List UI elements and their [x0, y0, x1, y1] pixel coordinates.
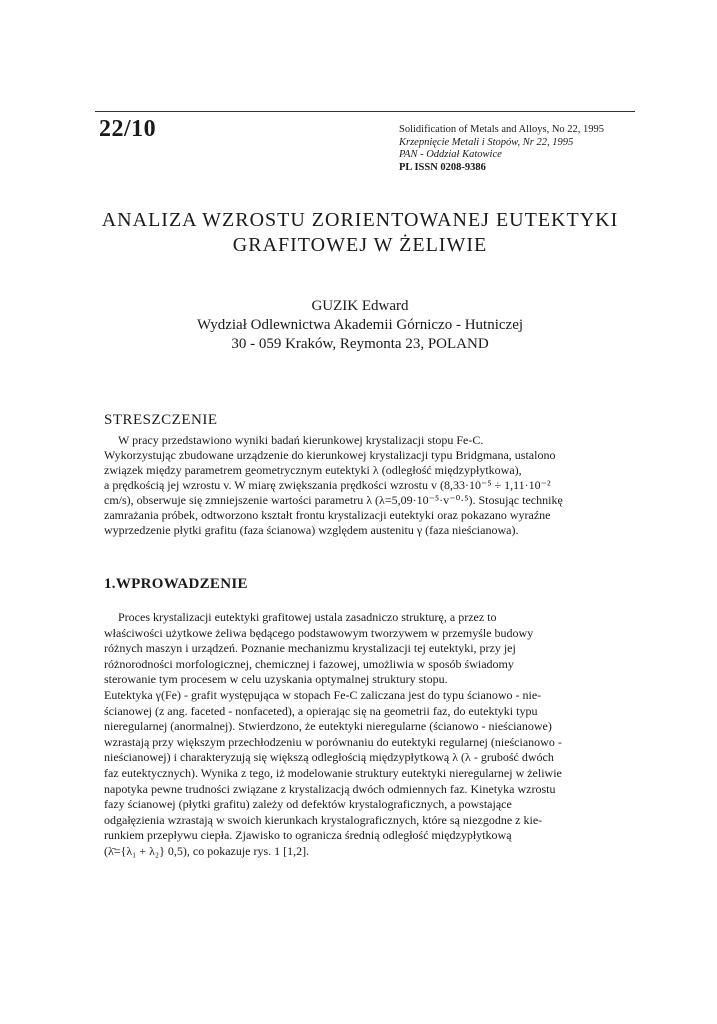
body-line: napotyka pewne trudności związane z krystalizacją dwóch odmiennych faz. Kinetyka wzrostu: [104, 781, 556, 796]
abstract-line: W pracy przedstawiono wyniki badań kierunkowej krystalizacji stopu Fe-C.: [118, 433, 484, 447]
title-line: ANALIZA WZROSTU ZORIENTOWANEJ EUTEKTYKI: [101, 209, 619, 231]
body-line: wzrastają przy większym przechłodzeniu w porównaniu do eutektyki regularnej (nieścianowo -: [104, 734, 562, 749]
abstract-body: [104, 433, 624, 538]
author-address: 30 - 059 Kraków, Reymonta 23, POLAND: [231, 336, 489, 352]
author-affiliation: Wydział Odlewnictwa Akademii Górniczo - Hutniczej: [196, 317, 524, 333]
issue-number: 22/10: [99, 116, 157, 142]
abstract-line: Wykorzystując zbudowane urządzenie do kierunkowej krystalizacji typu Bridgmana, ustalono: [104, 448, 556, 462]
abstract-line: związek między parametrem geometrycznym eutektyki λ (odległość międzypłytkowa),: [104, 463, 522, 477]
abstract-line: zamrażania próbek, odtworzono kształt frontu krystalizacji eutektyki oraz pokazano wyraźne: [104, 508, 551, 522]
abstract-heading: STRESZCZENIE: [104, 412, 218, 428]
paper-title: [60, 208, 660, 258]
body-line: runkiem przepływu ciepła. Zjawisko to ogranicza średnią odległość międzypłytkową: [104, 828, 512, 843]
title-line: GRAFITOWEJ W ŻELIWIE: [232, 234, 488, 256]
header-rule: [95, 111, 635, 112]
meta-line: PL ISSN 0208-9386: [399, 161, 486, 173]
abstract-line: cm/s), obserwuje się zmniejszenie wartości parametru λ (λ=5,09·10⁻⁵·v⁻⁰·⁵). Stosując technikę: [104, 493, 563, 507]
body-line: różnych maszyn i urządzeń. Poznanie mechanizmu krystalizacji tej eutektyki, przy jej: [104, 641, 516, 656]
body-line: właściwości użytkowe żeliwa będącego podstawowym tworzywem w przemyśle budowy: [104, 625, 534, 640]
body-line: sterowanie tym procesem w celu uzyskania optymalnej struktury stopu.: [104, 672, 448, 687]
body-line: nieregularnej (anormalnej). Stwierdzono, że eutektyki nieregularne (ścianowo - nieścianowe): [104, 719, 552, 734]
abstract-line: wyprzedzenie płytki grafitu (faza ścianowa) względem austenitu γ (faza nieścianowa).: [104, 523, 519, 537]
body-line: odgałęzienia wzrastają w swoich kierunkach krystalograficznych, które są niezgodne z kie-: [104, 812, 543, 827]
meta-line: Solidification of Metals and Alloys, No 22, 1995: [399, 124, 605, 135]
meta-line: Krzepnięcie Metali i Stopów, Nr 22, 1995: [399, 136, 574, 148]
author-block: [60, 297, 660, 354]
body-line: faz eutektycznych). Wynika z tego, iż modelowanie struktury eutektyki nieregularnej w żeliwie: [104, 765, 562, 780]
body-line: Eutektyka γ(Fe) - grafit występująca w stopach Fe-C zaliczana jest do typu ścianowo - nie-: [104, 687, 542, 702]
journal-meta: [399, 124, 604, 174]
body-line: (λ̄={λ₁ + λ₂} 0,5), co pokazuje rys. 1 [1,2].: [104, 843, 310, 858]
body-line: różnorodności morfologicznej, chemicznej i fazowej, umożliwia w sposób świadomy: [104, 656, 514, 671]
meta-line: PAN - Oddział Katowice: [399, 149, 502, 160]
body-line: ścianowej (z ang. faceted - nonfaceted), a opierając się na geometrii faz, do eutektyki typu: [104, 703, 538, 718]
author-name: GUZIK Edward: [311, 298, 409, 314]
abstract-line: a prędkością jej wzrostu v. W miarę zwiększania prędkości wzrostu v (8,33·10⁻⁵ ÷ 1,11·10⁻²: [104, 478, 551, 492]
section-body: [104, 610, 626, 860]
body-line: Proces krystalizacji eutektyki grafitowej ustala zasadniczo strukturę, a przez to: [118, 610, 497, 624]
body-line: fazy ścianowej (płytki grafitu) zależy od defektów krystalograficznych, a powstające: [104, 797, 512, 812]
section-heading: 1.WPROWADZENIE: [104, 576, 248, 592]
body-line: nieścianowej) i charakteryzują się większą odległością międzypłytkową λ (λ - grubość dwóch: [104, 750, 554, 765]
